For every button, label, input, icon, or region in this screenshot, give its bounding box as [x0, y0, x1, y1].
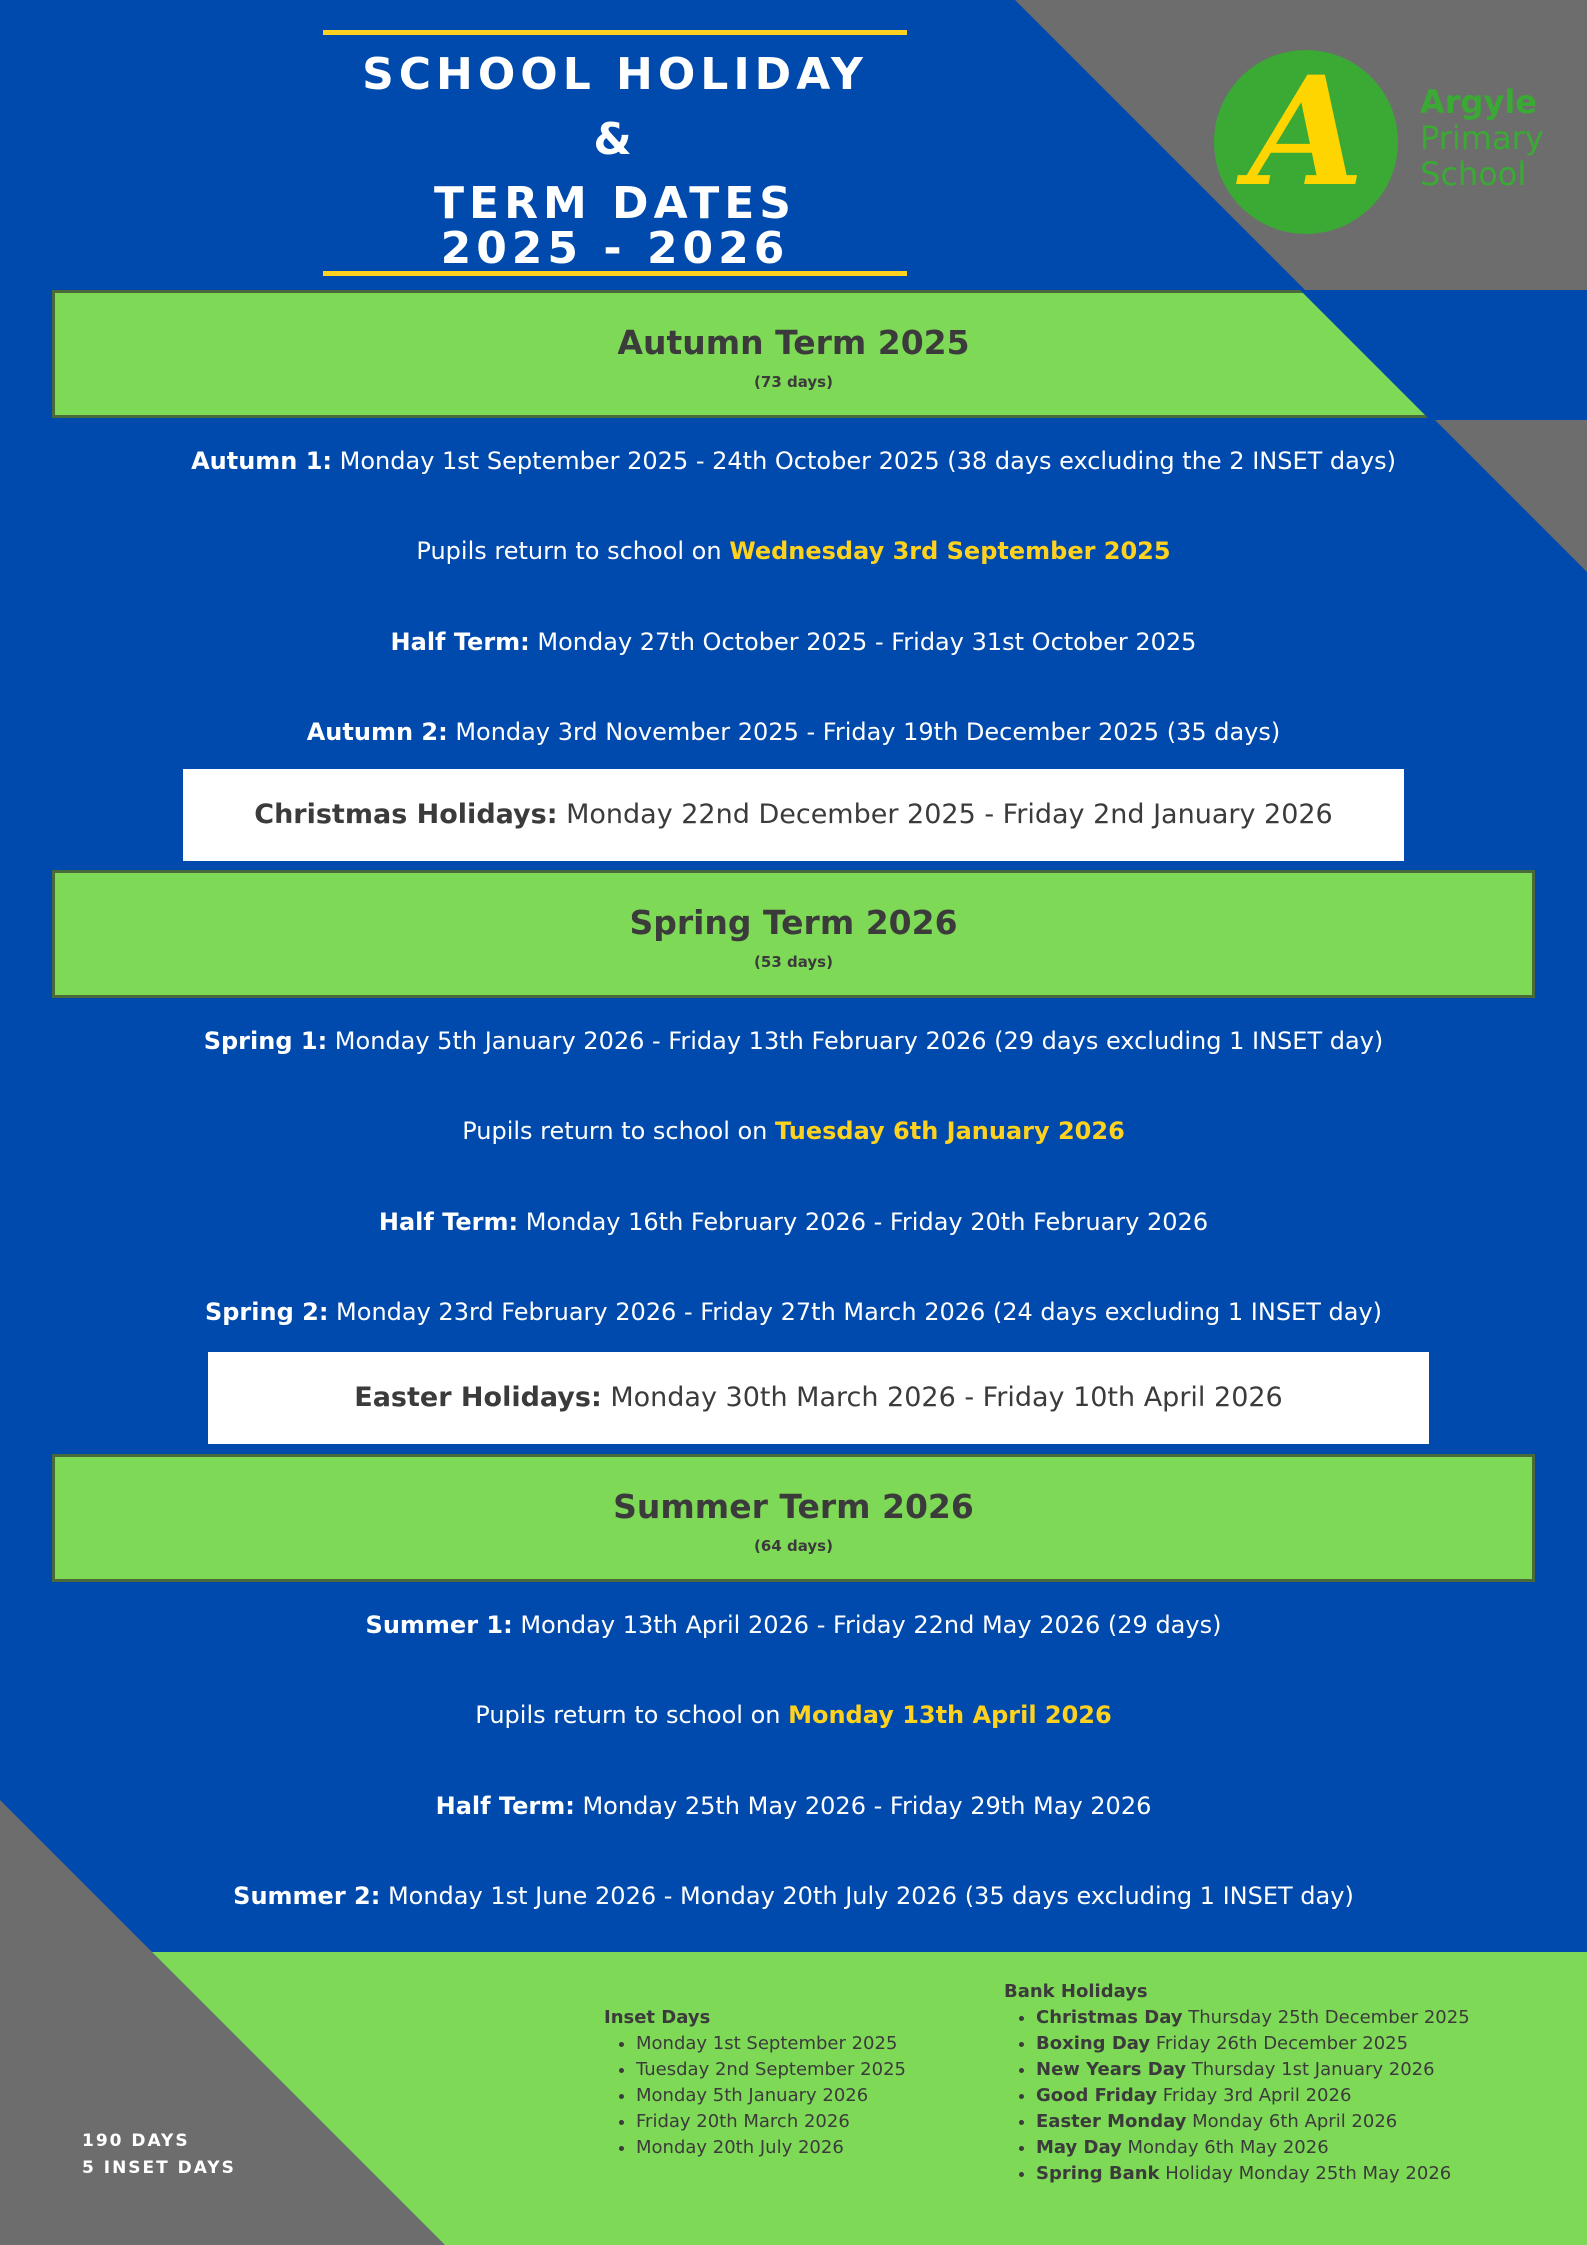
bank-holiday-date: Thursday 25th December 2025 — [1182, 2007, 1470, 2028]
autumn-term-days: (73 days) — [754, 373, 833, 391]
summer-half-term-label: Half Term: — [435, 1792, 575, 1820]
spring-1-label: Spring 1: — [203, 1027, 328, 1055]
list-item — [1036, 2083, 1470, 2109]
school-name — [1420, 84, 1544, 192]
easter-holidays-box — [208, 1352, 1429, 1444]
title-line-1: SCHOOL HOLIDAY — [362, 49, 868, 100]
logo-letter: A — [1247, 50, 1365, 220]
summer-return-date: Monday 13th April 2026 — [788, 1701, 1112, 1729]
bank-holiday-name: New Years Day — [1036, 2059, 1187, 2080]
autumn-return-date: Wednesday 3rd September 2025 — [729, 537, 1171, 565]
title-line-3: TERM DATES — [434, 178, 796, 229]
spring-1-text: Monday 5th January 2026 - Friday 13th February 2026 (29 days excluding 1 INSET day) — [327, 1027, 1384, 1055]
bank-holiday-date: Friday 26th December 2025 — [1150, 2033, 1409, 2054]
autumn-2-label: Autumn 2: — [306, 718, 448, 746]
summer-term-title: Summer Term 2026 — [613, 1487, 974, 1526]
bank-holiday-date: Monday 6th May 2026 — [1121, 2137, 1329, 2158]
autumn-half-term-text: Monday 27th October 2025 - Friday 31st October 2025 — [529, 628, 1197, 656]
list-item: • Monday 20th July 2026 — [636, 2135, 906, 2161]
spring-1-line — [0, 1027, 1587, 1055]
summer-return-line — [0, 1701, 1587, 1729]
autumn-1-text: Monday 1st September 2025 - 24th October 2025 (38 days excluding the 2 INSET days) — [332, 447, 1396, 475]
list-item — [1036, 2057, 1470, 2083]
summer-1-line — [0, 1611, 1587, 1639]
summer-term-days: (64 days) — [754, 1537, 833, 1555]
autumn-half-term-line — [0, 628, 1587, 656]
bank-holiday-name: Boxing Day — [1036, 2033, 1151, 2054]
spring-term-days: (53 days) — [754, 953, 833, 971]
school-name-line-3: School — [1420, 155, 1527, 193]
autumn-return-text: Pupils return to school on — [416, 537, 730, 565]
bank-holiday-name: Good Friday — [1036, 2085, 1158, 2106]
summer-2-line — [0, 1882, 1587, 1910]
summer-2-text: Monday 1st June 2026 - Monday 20th July 2026 (35 days excluding 1 INSET day) — [380, 1882, 1354, 1910]
inset-days-heading: Inset Days — [604, 2007, 711, 2028]
spring-return-line — [0, 1117, 1587, 1145]
christmas-holidays-text: Monday 22nd December 2025 - Friday 2nd January 2026 — [557, 799, 1333, 830]
bank-holiday-name: Easter Monday — [1036, 2111, 1187, 2132]
page-title — [323, 30, 907, 276]
title-line-2: & — [593, 114, 637, 165]
spring-half-term-label: Half Term: — [378, 1208, 519, 1236]
christmas-holidays-label: Christmas Holidays: — [254, 799, 558, 830]
school-name-line-2: Primary — [1420, 119, 1544, 157]
autumn-half-term-label: Half Term: — [390, 628, 530, 656]
spring-return-text: Pupils return to school on — [462, 1117, 776, 1145]
easter-holidays-text: Monday 30th March 2026 - Friday 10th April 2026 — [601, 1382, 1283, 1413]
autumn-term-title: Autumn Term 2025 — [617, 323, 970, 362]
autumn-return-line — [0, 537, 1587, 565]
list-item: • Tuesday 2nd September 2025 — [636, 2057, 906, 2083]
totals — [82, 2128, 236, 2182]
autumn-2-text: Monday 3rd November 2025 - Friday 19th December 2025 (35 days) — [447, 718, 1281, 746]
list-item — [1036, 2161, 1470, 2187]
bank-holiday-date: Holiday Monday 25th May 2026 — [1159, 2163, 1452, 2184]
spring-half-term-text: Monday 16th February 2026 - Friday 20th February 2026 — [518, 1208, 1209, 1236]
bank-holidays-list — [1004, 1979, 1470, 2187]
list-item — [1036, 2135, 1470, 2161]
summer-half-term-line — [0, 1792, 1587, 1820]
school-name-line-1: Argyle — [1420, 83, 1537, 121]
bank-holiday-name: Christmas Day — [1036, 2007, 1183, 2028]
spring-return-date: Tuesday 6th January 2026 — [775, 1117, 1125, 1145]
total-inset-days: 5 INSET DAYS — [82, 2158, 236, 2178]
bank-holiday-date: Thursday 1st January 2026 — [1186, 2059, 1435, 2080]
autumn-2-line — [0, 718, 1587, 746]
spring-2-label: Spring 2: — [204, 1298, 329, 1326]
list-item — [1036, 2005, 1470, 2031]
list-item: • Friday 20th March 2026 — [636, 2109, 906, 2135]
summer-return-text: Pupils return to school on — [475, 1701, 789, 1729]
bank-holidays-heading: Bank Holidays — [1004, 1981, 1148, 2002]
bank-holiday-name: May Day — [1036, 2137, 1122, 2158]
list-item — [1036, 2031, 1470, 2057]
bank-holiday-date: Monday 6th April 2026 — [1186, 2111, 1398, 2132]
bank-holiday-date: Friday 3rd April 2026 — [1157, 2085, 1352, 2106]
easter-holidays-label: Easter Holidays: — [354, 1382, 602, 1413]
total-days: 190 DAYS — [82, 2131, 190, 2151]
list-item: • Monday 1st September 2025 — [636, 2031, 906, 2057]
christmas-holidays-box — [183, 769, 1404, 861]
list-item: • Monday 5th January 2026 — [636, 2083, 906, 2109]
summer-2-label: Summer 2: — [233, 1882, 381, 1910]
summer-half-term-text: Monday 25th May 2026 - Friday 29th May 2026 — [574, 1792, 1152, 1820]
autumn-1-line — [0, 447, 1587, 475]
spring-term-header — [52, 870, 1535, 998]
summer-term-header — [52, 1454, 1535, 1582]
autumn-term-header — [52, 290, 1535, 418]
bank-holiday-name: Spring Bank — [1036, 2163, 1160, 2184]
school-logo — [1214, 50, 1398, 234]
spring-term-title: Spring Term 2026 — [629, 903, 958, 942]
inset-days-list — [604, 2005, 906, 2161]
spring-2-line — [0, 1298, 1587, 1326]
summer-1-label: Summer 1: — [365, 1611, 513, 1639]
list-item — [1036, 2109, 1470, 2135]
summer-1-text: Monday 13th April 2026 - Friday 22nd May 2026 (29 days) — [512, 1611, 1222, 1639]
title-line-4: 2025 - 2026 — [440, 223, 790, 274]
spring-2-text: Monday 23rd February 2026 - Friday 27th March 2026 (24 days excluding 1 INSET day) — [328, 1298, 1383, 1326]
autumn-1-label: Autumn 1: — [191, 447, 333, 475]
spring-half-term-line — [0, 1208, 1587, 1236]
